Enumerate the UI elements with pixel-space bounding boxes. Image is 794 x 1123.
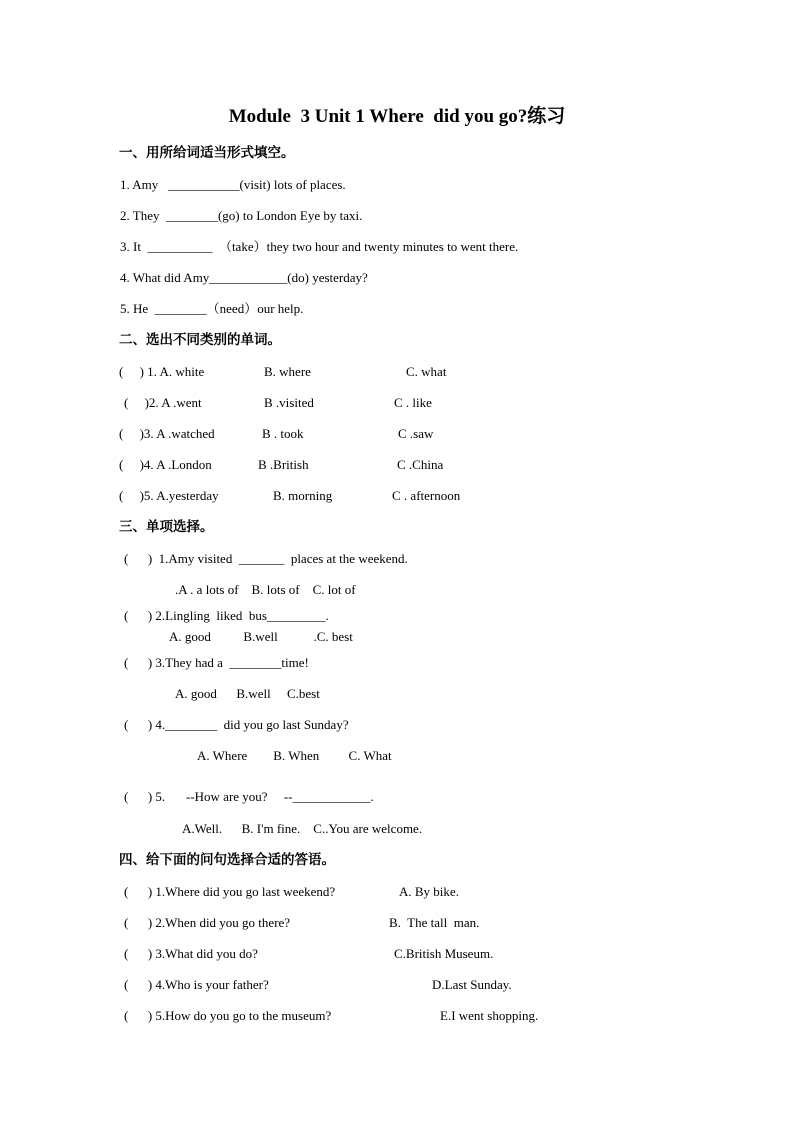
s2-row-3-option-b: B . took [262, 426, 304, 441]
s2-row-3-question: ( )3. A .watched [119, 426, 215, 441]
s2-row-3-option-c: C .saw [398, 426, 434, 441]
s3-question-2: ( ) 2.Lingling liked bus_________. [124, 608, 329, 623]
s3-question-3: ( ) 3.They had a ________time! [124, 655, 309, 670]
section-2-heading: 二、选出不同类别的单词。 [119, 332, 281, 348]
s4-question-1: ( ) 1.Where did you go last weekend? [124, 884, 336, 899]
s2-row-1-option-c: C. what [406, 364, 447, 379]
s2-row-4-option-b: B .British [258, 457, 309, 472]
s2-row-2-option-c: C . like [394, 395, 432, 410]
s3-question-4: ( ) 4.________ did you go last Sunday? [124, 717, 349, 732]
s1-item-4: 4. What did Amy____________(do) yesterday? [120, 270, 368, 285]
s2-row-5-question: ( )5. A.yesterday [119, 488, 219, 503]
s1-item-2: 2. They ________(go) to London Eye by taxi. [120, 208, 363, 223]
section-4-heading: 四、给下面的问句选择合适的答语。 [119, 852, 335, 868]
s2-row-1-option-b: B. where [264, 364, 311, 379]
section-3-heading: 三、单项选择。 [119, 519, 214, 535]
s3-question-5-number: ( ) 5. [124, 789, 166, 804]
s4-question-2: ( ) 2.When did you go there? [124, 915, 291, 930]
s4-question-3: ( ) 3.What did you do? [124, 946, 258, 961]
s4-answer-e: E.I went shopping. [440, 1008, 539, 1023]
s1-item-1: 1. Amy ___________(visit) lots of places. [120, 177, 346, 192]
s2-row-1-question: ( ) 1. A. white [119, 364, 205, 379]
s2-row-5-option-b: B. morning [273, 488, 333, 503]
s4-question-4: ( ) 4.Who is your father? [124, 977, 269, 992]
s2-row-2-question: ( )2. A .went [124, 395, 202, 410]
s2-row-5-option-c: C . afternoon [392, 488, 461, 503]
s3-question-3-options: A. good B.well C.best [175, 686, 320, 701]
s2-row-4-option-c: C .China [397, 457, 444, 472]
s4-question-5: ( ) 5.How do you go to the museum? [124, 1008, 332, 1023]
s3-question-1-options: .A . a lots of B. lots of C. lot of [175, 582, 356, 597]
s4-answer-d: D.Last Sunday. [432, 977, 512, 992]
page-title: Module 3 Unit 1 Where did you go?练习 [228, 106, 566, 127]
s3-question-5: --How are you? --____________. [186, 789, 374, 804]
s3-question-2-options: A. good B.well .C. best [169, 629, 353, 644]
s3-question-5-options: A.Well. B. I'm fine. C..You are welcome. [182, 821, 423, 836]
s4-answer-b: B. The tall man. [389, 915, 480, 930]
s4-answer-a: A. By bike. [399, 884, 459, 899]
s1-item-3: 3. It __________ （take）they two hour and twenty minutes to went there. [120, 239, 519, 254]
section-1-heading: 一、用所给词适当形式填空。 [119, 145, 295, 161]
s3-question-1: ( ) 1.Amy visited _______ places at the weekend. [124, 551, 408, 566]
s3-question-4-options: A. Where B. When C. What [197, 748, 392, 763]
s4-answer-c: C.British Museum. [394, 946, 494, 961]
s2-row-2-option-b: B .visited [264, 395, 314, 410]
s1-item-5: 5. He ________（need）our help. [120, 301, 304, 316]
s2-row-4-question: ( )4. A .London [119, 457, 212, 472]
